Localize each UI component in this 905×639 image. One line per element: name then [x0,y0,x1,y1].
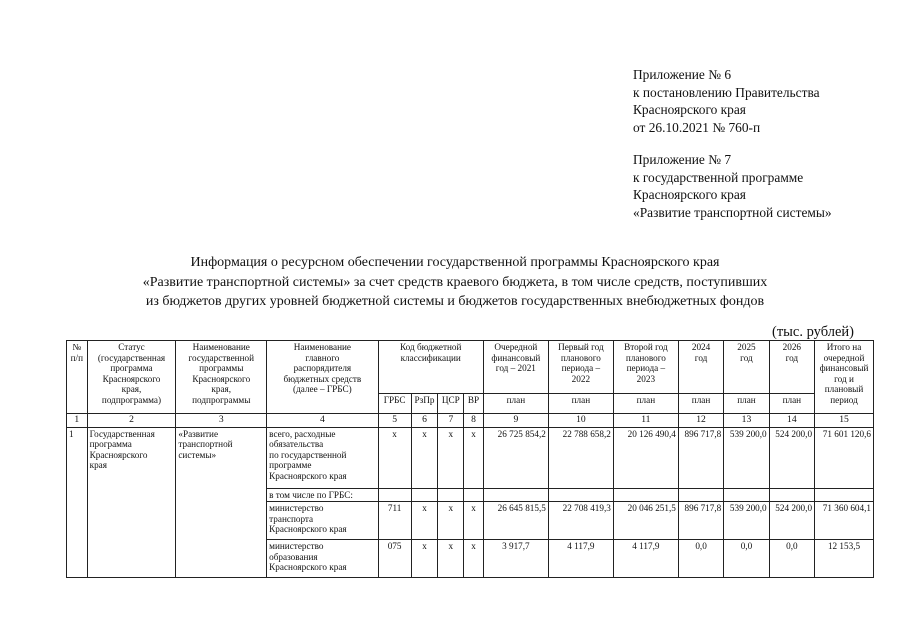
header-y2026: 2026 год [769,341,814,394]
table-row [67,427,874,488]
value-2024 [678,488,723,502]
value-2026: 524 200,0 [769,427,814,488]
col-number: 7 [438,414,464,428]
appendix-6-line-3: Красноярского края [633,102,746,117]
value-total: 71 601 120,6 [815,427,874,488]
value-total: 71 360 604,1 [815,502,874,540]
code-grbs: 075 [378,540,411,578]
units-label: (тыс. рублей) [772,324,854,340]
header-total: Итого на очередной финансовый год и плановый период [815,341,874,414]
value-2024: 896 717,8 [678,502,723,540]
value-2026: 0,0 [769,540,814,578]
code-rzpr: х [411,427,438,488]
code-vr: х [464,540,484,578]
appendix-7-block [633,151,832,221]
grbs-name: министерство образования Красноярского края [267,540,378,578]
header-budget-code: Код бюджетной классификации [378,341,483,394]
header-rzpr: РзПр [411,394,438,414]
value-2024: 0,0 [678,540,723,578]
col-number: 1 [67,414,88,428]
header-plan-2021: план [483,394,548,414]
header-vr: ВР [464,394,484,414]
value-2021: 3 917,7 [483,540,548,578]
col-number: 6 [411,414,438,428]
code-csr: х [438,540,464,578]
value-2023 [613,488,678,502]
appendix-6-line-4: от 26.10.2021 № 760-п [633,119,761,135]
appendix-7-line-2: к государственной программе [633,169,804,185]
col-number: 13 [724,414,769,428]
grbs-name: министерство транспорта Красноярского края [267,502,378,540]
value-2023: 20 046 251,5 [613,502,678,540]
header-name-grbs: Наименование главного распорядителя бюджетных средств (далее – ГРБС) [267,341,378,414]
header-plan-2022: план [548,394,613,414]
program-num: 1 [67,427,88,578]
header-name-program: Наименование государственной программы Красноярского края, подпрограммы [176,341,267,414]
header-grbs: ГРБС [378,394,411,414]
value-2022: 4 117,9 [548,540,613,578]
code-csr [438,488,464,502]
code-vr: х [464,427,484,488]
program-status: Государственная программа Красноярского края [87,427,176,578]
col-number: 15 [815,414,874,428]
code-rzpr [411,488,438,502]
col-number: 9 [483,414,548,428]
header-y2022: Первый год планового периода – 2022 [548,341,613,394]
code-csr: х [438,427,464,488]
value-total: 12 153,5 [815,540,874,578]
code-grbs [378,488,411,502]
value-2021: 26 725 854,2 [483,427,548,488]
title-line-2: «Развитие транспортной системы» за счет средств краевого бюджета, в том числе средств, поступивших [142,274,768,290]
value-2022: 22 708 419,3 [548,502,613,540]
appendix-6-line-1: Приложение № 6 [633,67,732,82]
document-title [40,253,870,312]
code-grbs: х [378,427,411,488]
appendix-7-line-3: Красноярского края [633,187,746,202]
col-number: 4 [267,414,378,428]
value-2025 [724,488,769,502]
header-csr: ЦСР [438,394,464,414]
col-number: 2 [87,414,176,428]
value-2026: 524 200,0 [769,502,814,540]
resource-table [66,340,874,578]
header-y2023: Второй год планового периода – 2023 [613,341,678,394]
value-2022 [548,488,613,502]
value-2025: 539 200,0 [724,427,769,488]
col-number: 12 [678,414,723,428]
col-number: 5 [378,414,411,428]
value-2021 [483,488,548,502]
value-2024: 896 717,8 [678,427,723,488]
value-2026 [769,488,814,502]
header-y2025: 2025 год [724,341,769,394]
col-number: 11 [613,414,678,428]
program-name: «Развитие транспортной системы» [176,427,267,578]
col-number: 10 [548,414,613,428]
value-2023: 4 117,9 [613,540,678,578]
title-line-3: из бюджетов других уровней бюджетной системы и бюджетов государственных внебюджетных фондов [145,294,765,309]
header-y2021: Очередной финансовый год – 2021 [483,341,548,394]
header-status: Статус (государственная программа Красноярского края, подпрограмма) [87,341,176,414]
code-csr: х [438,502,464,540]
appendix-6-line-2: к постановлению Правительства [633,84,820,100]
header-plan-2026: план [769,394,814,414]
value-2021: 26 645 815,5 [483,502,548,540]
value-2022: 22 788 658,2 [548,427,613,488]
header-y2024: 2024 год [678,341,723,394]
code-rzpr: х [411,502,438,540]
code-grbs: 711 [378,502,411,540]
col-number: 14 [769,414,814,428]
header-num: № п/п [67,341,88,414]
appendix-6-block [633,66,820,136]
code-vr [464,488,484,502]
grbs-name: в том числе по ГРБС: [267,488,378,502]
appendix-7-line-1: Приложение № 7 [633,152,732,167]
col-number: 3 [176,414,267,428]
col-number: 8 [464,414,484,428]
appendix-7-line-4: «Развитие транспортной системы» [633,204,832,220]
header-plan-2024: план [678,394,723,414]
code-rzpr: х [411,540,438,578]
value-2025: 539 200,0 [724,502,769,540]
value-2023: 20 126 490,4 [613,427,678,488]
title-line-1: Информация о ресурсном обеспечении государственной программы Красноярского края [190,255,720,270]
grbs-name: всего, расходные обязательства по государственной программе Красноярского края [267,427,378,488]
value-total [815,488,874,502]
header-plan-2025: план [724,394,769,414]
code-vr: х [464,502,484,540]
value-2025: 0,0 [724,540,769,578]
header-plan-2023: план [613,394,678,414]
